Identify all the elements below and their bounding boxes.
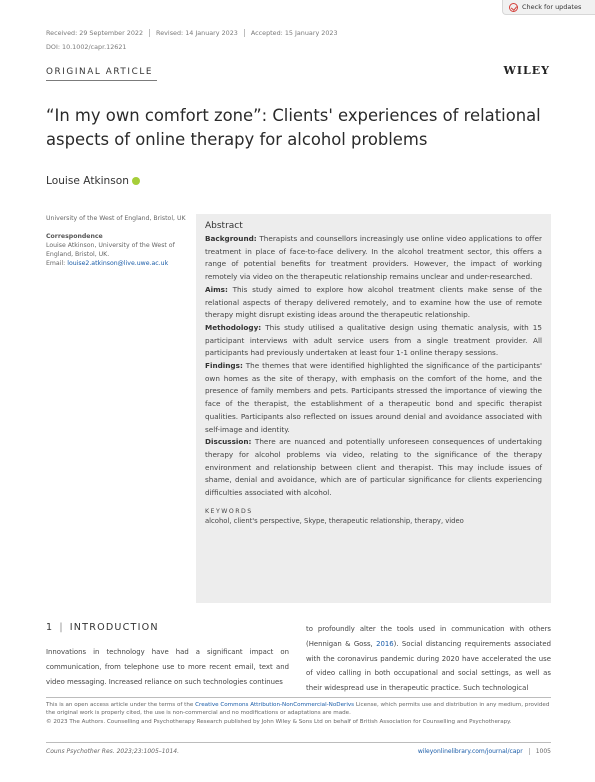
journal-citation: Couns Psychother Res. 2023;23:1005–1014. bbox=[46, 748, 179, 755]
citation-link[interactable]: 2016 bbox=[376, 639, 394, 648]
intro-col2-text-b: ). Social distancing requirements associated with the coronavirus pandemic during 2020 have accelerated the use of video calling in both occupational and social settings, as well as their widespread use in therapeutic practice. Such technological bbox=[306, 639, 551, 693]
aims-label: Aims: bbox=[205, 284, 228, 294]
correspondence-heading: Correspondence bbox=[46, 233, 103, 240]
keywords: alcohol, client's perspective, Skype, therapeutic relationship, therapy, video bbox=[205, 516, 464, 525]
accepted-date: Accepted: 15 January 2023 bbox=[250, 29, 338, 37]
affiliation: University of the West of England, Bristol, UK bbox=[46, 215, 186, 222]
revised-date: Revised: 14 January 2023 bbox=[156, 29, 245, 37]
abstract-methodology bbox=[205, 322, 542, 360]
check-updates-icon bbox=[509, 3, 518, 12]
license-note bbox=[46, 701, 551, 726]
intro-column-1: Innovations in technology have had a significant impact on communication, from telephone use to more recent email, text and video messaging. Increased reliance on such technologies continues bbox=[46, 648, 289, 686]
check-for-updates-label: Check for updates bbox=[522, 3, 582, 11]
license-text-b: License, which permits use and distribution in any medium, provided the original work is properly cited, the use is non-commercial and no modifications or adaptations are made. bbox=[46, 702, 550, 717]
abstract-title: Abstract bbox=[205, 221, 243, 231]
abstract-findings bbox=[205, 360, 542, 436]
article-dates bbox=[46, 29, 350, 37]
page-number: 1005 bbox=[535, 748, 551, 755]
footer-divider bbox=[46, 697, 551, 698]
check-for-updates-button[interactable] bbox=[502, 0, 595, 15]
intro-column-2 bbox=[306, 622, 551, 696]
doi[interactable]: DOI: 10.1002/capr.12621 bbox=[46, 43, 127, 51]
background-label: Background: bbox=[205, 234, 257, 243]
email-link[interactable]: louise2.atkinson@live.uwe.ac.uk bbox=[67, 260, 169, 267]
journal-url[interactable]: wileyonlinelibrary.com/journal/capr bbox=[418, 748, 530, 755]
correspondence-text: Louise Atkinson, University of the West of England, Bristol, UK. bbox=[46, 242, 175, 258]
article-type: ORIGINAL ARTICLE bbox=[46, 67, 153, 77]
section-heading-introduction bbox=[46, 622, 159, 633]
journal-footer-right bbox=[418, 748, 551, 755]
correspondence-email bbox=[46, 259, 186, 268]
license-text bbox=[46, 701, 551, 718]
publisher-logo: WILEY bbox=[503, 64, 550, 77]
author bbox=[46, 175, 140, 187]
section-separator: | bbox=[59, 622, 64, 633]
email-label: Email: bbox=[46, 260, 68, 267]
abstract-box bbox=[196, 214, 551, 603]
aims-text: This study aimed to explore how alcohol treatment clients make sense of the relational aspects of therapy delivered remotely, and to examine how the use of remote therapy might disrupt existing ideas around the therapeutic relationship. bbox=[205, 284, 542, 320]
background-text: Therapists and counsellors increasingly use online video applications to offer treatment in place of face-to-face delivery. In the alcohol treatment sector, this offers a range of potential benefits for treatment providers. However, the impact of working remotely via video on the therapeutic relationship remains unclear and under-researched. bbox=[205, 234, 542, 282]
author-name[interactable]: Louise Atkinson bbox=[46, 175, 129, 187]
received-date: Received: 29 September 2022 bbox=[46, 29, 150, 37]
article-title: “In my own comfort zone”: Clients' experiences of relational aspects of online therapy for alcohol problems bbox=[46, 106, 541, 149]
footer-divider-bottom bbox=[46, 742, 551, 743]
keywords-label: KEYWORDS bbox=[205, 507, 253, 515]
discussion-text: There are nuanced and potentially unforeseen consequences of undertaking therapy for alcohol problems via video, relating to the significance of the therapy environment and relationship between client and therapist. This may include issues of shame, denial and avoidance, which are of particular significance for clients experiencing difficulties associated with alcohol. bbox=[205, 437, 542, 498]
section-number: 1 bbox=[46, 622, 54, 633]
abstract-discussion bbox=[205, 436, 542, 500]
findings-label: Findings: bbox=[205, 361, 243, 371]
license-text-a: This is an open access article under the terms of the bbox=[46, 702, 196, 708]
abstract-aims bbox=[205, 284, 542, 322]
methodology-label: Methodology: bbox=[205, 322, 262, 332]
abstract-background bbox=[205, 233, 542, 284]
copyright-text: © 2023 The Authors. Counselling and Psychotherapy Research published by John Wiley & Sons Ltd on behalf of British Association for Counselling and Psychotherapy. bbox=[46, 718, 512, 725]
license-link[interactable]: Creative Commons Attribution-NonCommercial-NoDerivs bbox=[195, 702, 355, 708]
orcid-icon[interactable] bbox=[132, 177, 140, 185]
section-title: INTRODUCTION bbox=[69, 622, 159, 633]
findings-text: The themes that were identified highlighted the significance of the participants' own homes as the site of therapy, with emphasis on the comfort of the home, and the presence of family members and pets. Participants stressed the importance of viewing the face of the therapist, the establishment of a therapeutic bond and specific therapist qualities. Participants also reflected on issues around denial and avoidance associated with self-image and identity. bbox=[205, 361, 542, 434]
article-type-rule bbox=[46, 80, 157, 81]
intro-col2-text-a: to profoundly alter the tools used in communication with others (Hennigan & Goss, bbox=[306, 625, 551, 648]
discussion-label: Discussion: bbox=[205, 437, 252, 447]
author-info bbox=[46, 214, 186, 268]
methodology-text: This study utilised a qualitative design using thematic analysis, with 15 participant interviews with adult service users from a single treatment provider. All participants had previously undertaken at least four 1-1 online therapy sessions. bbox=[205, 322, 542, 358]
